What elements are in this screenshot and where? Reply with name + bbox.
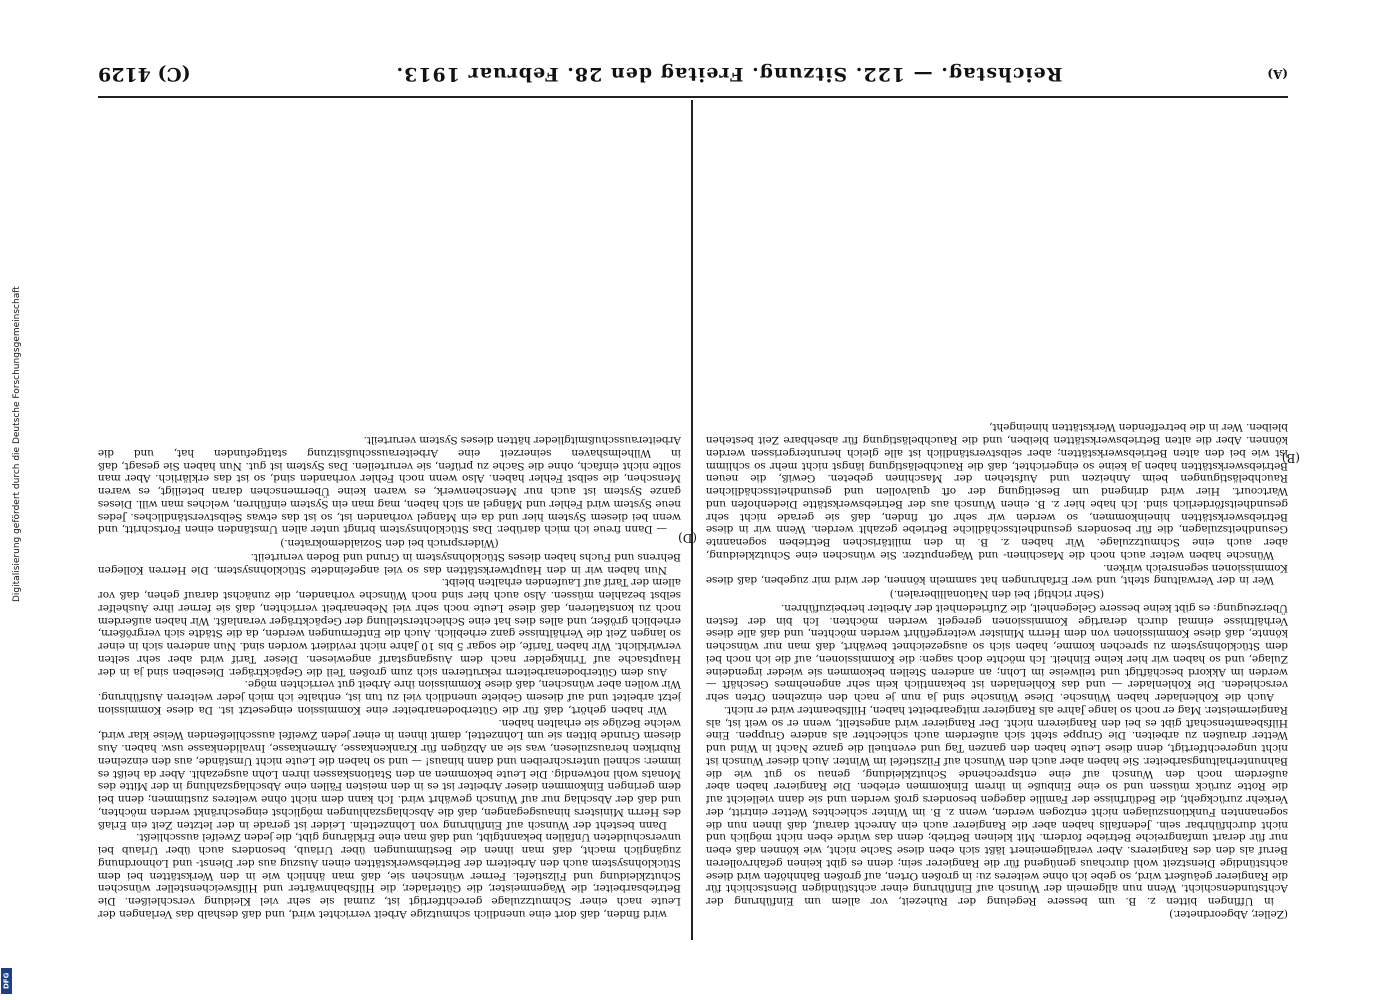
interjection: (Sehr richtig! bei den Nationalliberalen.) — [889, 588, 1105, 601]
page-header-page-number: (C) 4129 — [98, 63, 191, 85]
paragraph: Auch die Kohlenlader haben Wünsche. Diese Wünsche sind ja nun je nach den einzelnen Orten sehr verschieden. Die Kohlenlader — und das Kohlenladen ist bekanntlich kein sehr angenehmes Geschäft — werden im Akkord beschäftigt und teilweise im Lohn; an anderen Stellen bekommen sie wieder irgendeine Zulage, und so haben wir hier keine Einheit. Ich möchte doch sagen: die Kommissionen, auf die ich noch bei dem Stücklohnsystem zu sprechen komme, haben sich so ausgezeichnet bewährt, daß man nur wünschen könnte, daß diese Kommissionen von dem Herrn Minister weitergeführt werden möchten, und daß alle diese Verhältnisse einmal durch derartige Kommissionen geregelt werden möchten. Ich bin der festen Überzeugung: es gibt keine bessere Gelegenheit, die Zufriedenheit der Arbeiter herbeizuführen. — [706, 602, 1288, 704]
page-header-right-marker: (A) — [1267, 67, 1288, 81]
paragraph: in Uffingen bitten z. B. um bessere Regelung der Ruhezeit, vor allem um Einführung der Achtstundenschicht. Wenn nun allgemein der Wunsch auf Einführung einer achtstündigen Dienstschicht für die Rangierer geäußert wird, so gebe ich ohne weiteres zu: in großen Orten, auf großen Bahnhöfen wird diese achtstündige Dienstzeit wohl durchaus genügend für die Rangierer sein; denn es gibt keinen gefahrvolleren Beruf als den des Rangierers. Aber verallgemeinert läßt sich eben diese Sache nicht, wie können daß eben nur für derart umfangreiche Betriebe fordern. Mit kleinen Betrieb; denn das würde eben nicht möglich und nicht durchführbar sein. Jedenfalls haben aber die Rangierer auch ein Anrecht darauf, daß ihnen nun die sogenannten Funktionszulagen nicht entzogen werden, wenn z. B. im Winter schlechtes Wetter eintritt, der Verkehr zurückgeht, die Bedürfnisse der Familie dagegen besonders groß werden und sie dann vielleicht auf die Rotte zurück müssen und so eine Einbuße in ihrem Einkommen erleben. Die Rangierer haben aber außerdem noch den Wunsch auf eine entsprechende Schutzkleidung, genau so gut wie die Bahnunterhaltungsarbeiter. Sie haben aber auch den Wunsch auf Filzstiefel im Winter. Auch dieser Wunsch ist nicht ungerechtfertigt, denn diese Leute haben den ganzen Tag und eventuell die ganze Nacht in Wind und Wetter draußen zu arbeiten. Die Gruppe steht sich außerdem auch schlechter als andere Gruppen. Eine Hilfsbeamtenschaft gibt es bei den Rangierern nicht. Der Rangierer wird angestellt, wenn er so weit ist, als Rangiermeister. Mag er noch so lange Jahre als Rangierer mitgearbeitet haben, Hilfsbeamter wird er nicht. — [706, 704, 1288, 908]
right-column — [98, 100, 681, 920]
margin-marker-b: (B) — [1281, 451, 1300, 465]
paragraph: — Dann freue ich mich darüber. Das Stücklohnsystem bringt unter allen Umständen einen Fortschritt, und wenn bei diesem System hier und da ein Mangel vorhanden ist, so ist das etwas Selbstverständliches. Jedes neue System wird Fehler und Mängel an sich haben, mag man ein System einführen, welches man will. Dieses ganze System ist auch nur Menschenwerk, es waren keine Übermenschen daran beteiligt, es waren Menschen, die selbst Fehler haben. Also wenn noch Fehler vorhanden sind, so ist das erklärlich. Aber man sollte nicht einfach, ohne die Sache zu prüfen, sie verurteilen. Das System ist gut. Nun haben Sie gesagt, daß in Wilhelmshaven seinerzeit eine Arbeiterausschußsitzung stattgefunden hat, und die Arbeiterausschußmitglieder hätten dieses System verurteilt. — [98, 434, 681, 536]
paragraph: Wir haben gehört, daß für die Güterbodenarbeiter eine Kommission eingesetzt ist. Da diese Kommission jetzt arbeitet und auf diesem Gebiete unendlich viel zu tun ist, enthalte ich mich jeder weiteren Ausführung. Wir wollen aber wünschen, daß diese Kommission ihre Arbeit gut verrichten möge. — [98, 678, 681, 716]
paragraph: Wünsche haben weiter auch noch die Maschinen- und Wagenputzer. Sie wünschen eine Schutzkleidung, aber auch eine Schmutzzulage. Wir haben z. B. in den militärischen Betrieben sogenannte Gesundheitszulagen, die für besonders gesundheitsschädliche Betriebe gezahlt werden. Wenn wir in diese Betriebswerkstätten hineinkommen, so werden wir sehr oft finden, daß sie gerade nicht sehr gesundheitsförderlich sind. Ich habe hier z. B. einen Wunsch aus der Betriebswerkstätte Diedenhofen und Wartcourt. Hier wird dringend um Beseitigung der oft qualvollen und gesundheitsschädlichen Rauchbelästigungen beim Anheizen und Aufstehen der Maschinen gebeten. Gewiß, die neuen Betriebswerkstätten haben ja keine so eingerichtet, daß die Rauchbelästigung längst nicht mehr so schlimm ist wie bei den alten Betriebswerkstätten; aber selbstverständlich ist alle gleich heruntergerissen werden können. Aber die alten Betriebswerkstätten bleiben, und die Rauchbelästigung für absehbare Zeit bestehen bleiben. Wer in die betreffenden Werkstätten hineingeht, — [706, 421, 1288, 561]
interjection: (Widerspruch bei den Sozialdemokraten.) — [280, 537, 499, 550]
page-header-title: Reichstag. — 122. Sitzung. Freitag den 28. Februar 1913. — [395, 63, 1063, 85]
paragraph: Wer in der Verwaltung steht, und wer Erfahrungen hat sammeln können, der wird mir zugeben, daß diese Kommissionen segensreich wirken. — [706, 561, 1288, 587]
paragraph: Aus dem Güterbodenarbeitern rekrutieren sich zum großen Teil die Gepäckträger. Dieselben sind ja in der Hauptsache auf Trinkgelder nach dem Ausgangstarif angewiesen. Dieser Tarif wird aber sehr selten verwirklicht. Wir haben Tarife, die sogar 5 bis 10 Jahre nicht revidiert worden sind. Nun anderen sich in einer so langen Zeit die Verhältnisse ganz erheblich. Auch die Entfernungen werden, da die Städte sich vergrößern, erheblich größer, und alles dies hat eine Schlechterstellung der Gepäckträger veranlaßt. Wir haben außerdem noch zu konstatieren, daß diese Leute noch sehr viel Nebenarbeit verrichten, daß sie ferner ihre Aushelfer selbst bezahlen müssen. Also auch hier sind noch Wünsche vorhanden, die zunächst darauf gehen, daß vor allem der Tarif auf Laufenden erhalten bleibt. — [98, 576, 681, 678]
page-header — [98, 57, 1288, 91]
digitization-credit-text: Digitalisierung gefördert durch die Deutsche Forschungsgemeinschaft — [12, 286, 22, 602]
speaker-line: (Zeller, Abgeordneter.) — [1169, 908, 1288, 920]
paragraph: Nun haben wir in den Hauptwerkstätten das so viel angefeindete Stücklohnsystem. Die Herren Kollegen Behrens und Fuchs haben dieses Stücklohnsystem in Grund und Boden verurteilt. — [98, 551, 681, 576]
paragraph: Dann besteht der Wunsch auf Einführung von Lohnzetteln. Leider ist gerade in der letzten Zeit ein Erlaß des Herrn Ministers hinausgegangen, daß die Abschlagszahlungen möglichst eingeschränkt werden möchten, und daß der Abschlag nur auf Wunsch gewährt wird. Ich kann dem nicht ohne weiteres zustimmen; denn bei dem geringen Einkommen dieser Arbeiter ist es in den meisten Fällen eine Abschlagszahlung in der Mitte des Monats wohl notwendig. Die Leute bekommen an den Stationskassen ihren Lohn ausgezahlt. Aber da heißt es immer: schnell unterschreiben und dann hinaus! — und so haben die Leute nicht Umstände, aus den einzelnen Rubriken herauszulesen, was sie an Abzügen für Krankenkasse, Armenkasse, Invalidenkasse usw. haben. Aus diesem Grunde bitten sie um Lohnzettel, damit ihnen in einer jeden Zweifel ausschließenden Weise klar wird, welche Bezüge sie erhalten haben. — [98, 716, 681, 831]
header-rule — [98, 96, 1288, 98]
paragraph: wird finden, daß dort eine unendlich schmutzige Arbeit verrichtet wird, und daß deshalb das Verlangen der Leute nach einer Schmutzzulage gerechtfertigt ist, zumal sie sehr viel Kleidung verschleißen. Die Betriebsarbeiter, die Wagenmeister, die Güterlader, die Hilfsbahnwärter und Hilfsweichensteller wünschen Schutzkleidung und Filzstiefel. Ferner wünschen sie, daß man ähnlich wie in den Werkstätten bei dem Stücklohnsystem auch den Arbeitern der Betriebswerkstätten einen Auszug aus der Dienst- und Lohnordnung zugänglich macht, daß man ihnen die Bestimmungen über Urlaub, besonders auch über Urlaub bei unverschuldeten Unfällen bekanntgibt, und daß man eine Erklärung gibt, die jeden Zweifel ausschließt. — [98, 831, 681, 920]
margin-marker-d: (D) — [678, 531, 697, 545]
dfg-logo: DFG — [1, 968, 12, 994]
left-column — [706, 100, 1288, 920]
column-divider — [691, 100, 693, 940]
digitization-credit — [1, 0, 22, 1000]
